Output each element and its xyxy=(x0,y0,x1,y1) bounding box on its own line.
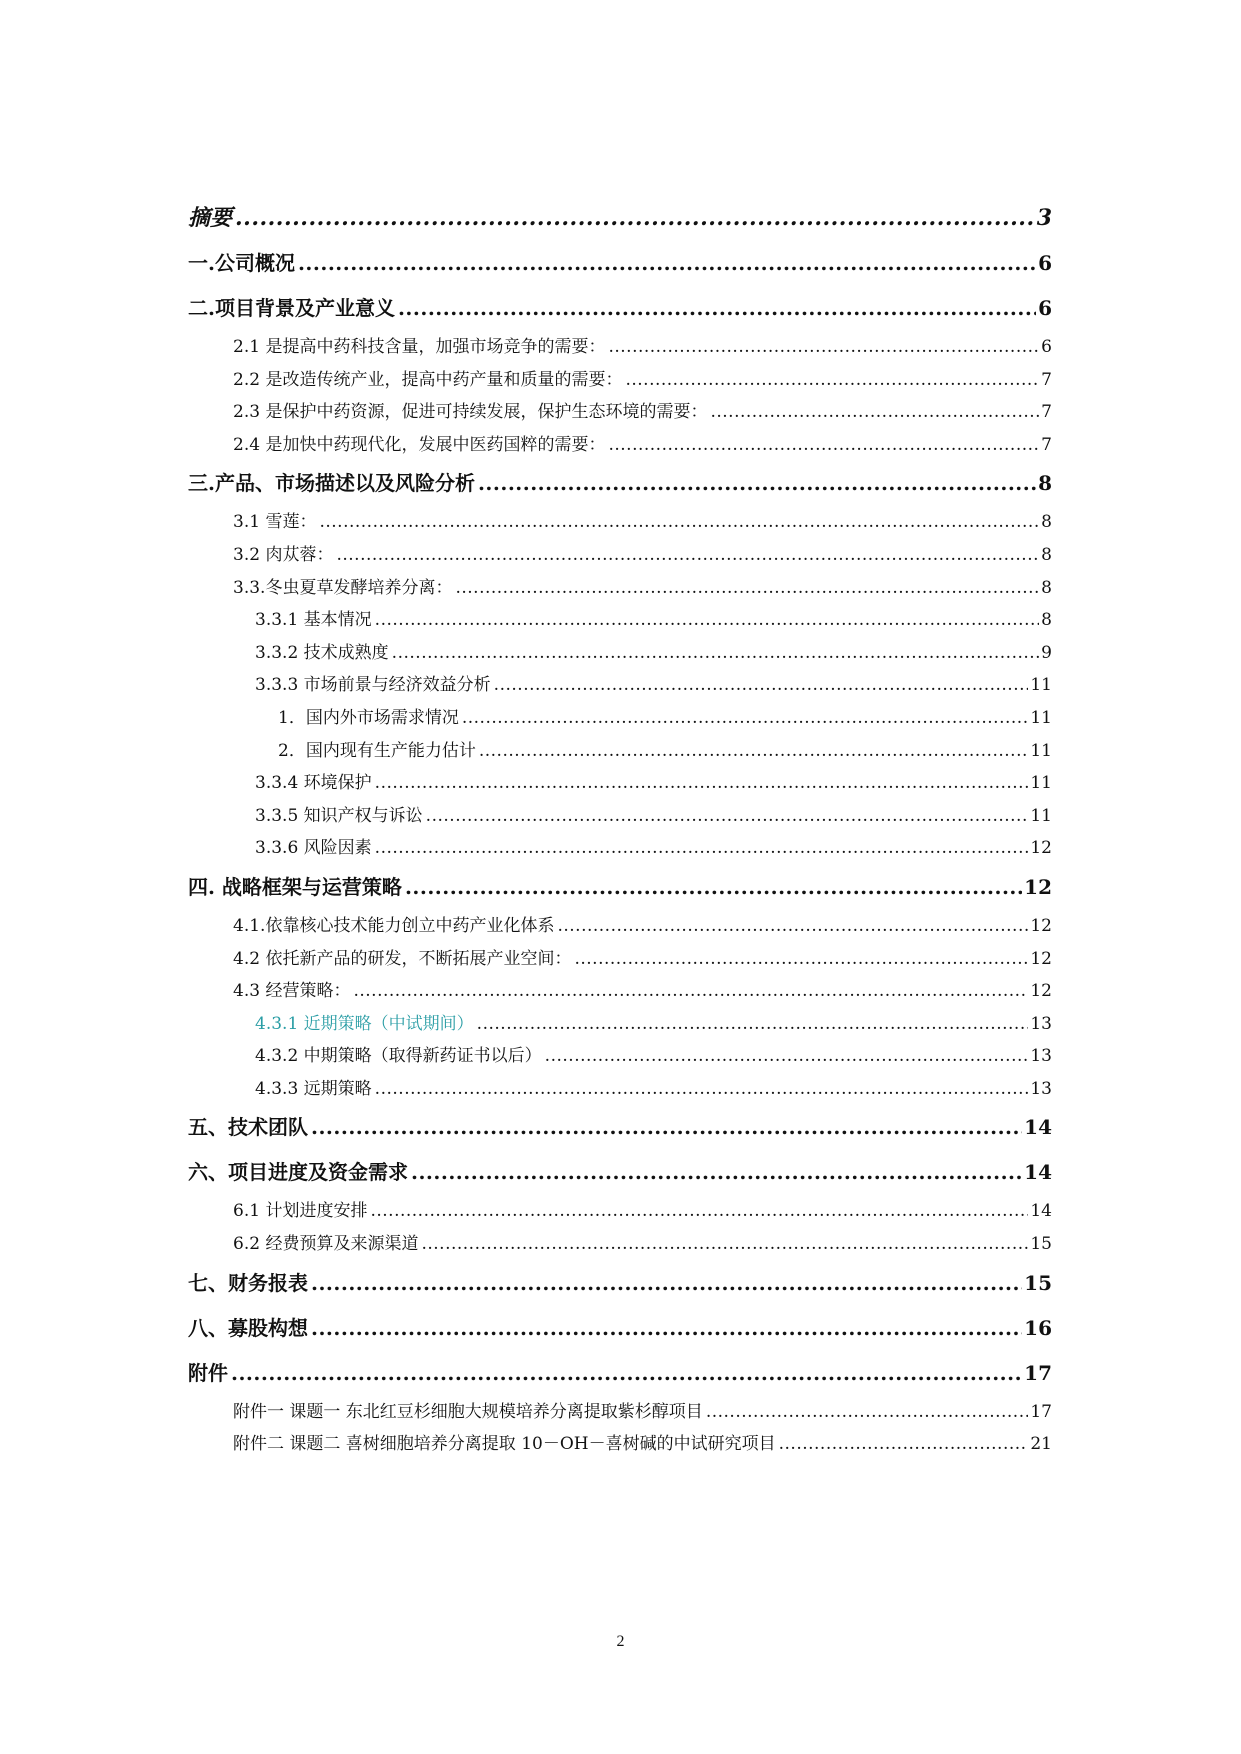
toc-dot-leader xyxy=(405,865,1022,910)
toc-entry[interactable] xyxy=(188,396,1052,429)
toc-dot-leader xyxy=(706,1396,1029,1429)
toc-entry-page: 8 xyxy=(1038,471,1052,496)
toc-entry-title: 4.3 经营策略： xyxy=(233,981,351,1002)
toc-dot-leader xyxy=(545,1040,1029,1073)
toc-entry-title: 3.3.6 风险因素 xyxy=(255,838,372,859)
toc-entry-page: 13 xyxy=(1030,1078,1052,1099)
toc-entry[interactable] xyxy=(188,669,1052,702)
toc-entry-title: 4.2 依托新产品的研发，不断拓展产业空间： xyxy=(233,948,572,969)
toc-entry[interactable] xyxy=(188,767,1052,800)
toc-entry-page: 12 xyxy=(1030,981,1052,1002)
toc-entry-page: 12 xyxy=(1030,948,1052,969)
toc-dot-leader xyxy=(625,364,1039,397)
toc-dot-leader xyxy=(779,1428,1029,1461)
toc-entry-page: 13 xyxy=(1030,1013,1052,1034)
toc-entry[interactable] xyxy=(188,1228,1052,1261)
toc-entry-page: 7 xyxy=(1041,434,1052,455)
toc-entry-page: 12 xyxy=(1024,874,1052,899)
toc-entry-title: 4.1.依靠核心技术能力创立中药产业化体系 xyxy=(233,915,555,936)
toc-entry-title: 八、募股构想 xyxy=(188,1315,308,1340)
toc-entry-page: 8 xyxy=(1041,544,1052,565)
toc-entry-page: 11 xyxy=(1030,740,1052,761)
toc-entry-title: 6.1 计划进度安排 xyxy=(233,1201,368,1222)
toc-dot-leader xyxy=(392,637,1040,670)
toc-entry-title: 二.项目背景及产业意义 xyxy=(188,296,395,320)
toc-dot-leader xyxy=(398,286,1036,331)
toc-entry[interactable] xyxy=(188,241,1052,286)
toc-entry-title: 摘要 xyxy=(188,205,233,231)
toc-entry[interactable] xyxy=(188,1351,1052,1396)
toc-entry-page: 7 xyxy=(1041,369,1052,390)
toc-dot-leader xyxy=(311,1306,1022,1351)
toc-dot-leader xyxy=(375,604,1040,637)
toc-entry[interactable] xyxy=(188,637,1052,670)
toc-entry-title: 六、项目进度及资金需求 xyxy=(188,1160,408,1185)
toc-entry[interactable] xyxy=(188,429,1052,462)
toc-dot-leader xyxy=(298,241,1036,286)
toc-dot-leader xyxy=(455,572,1039,605)
toc-dot-leader xyxy=(375,1073,1029,1106)
toc-entry-page: 14 xyxy=(1024,1160,1052,1185)
toc-entry-title: 2.2 是改造传统产业，提高中药产量和质量的需要： xyxy=(233,369,623,390)
toc-entry-title: 3.3.2 技术成熟度 xyxy=(255,642,389,663)
toc-entry[interactable] xyxy=(188,1040,1052,1073)
toc-entry-page: 8 xyxy=(1041,610,1052,631)
toc-entry-page: 9 xyxy=(1041,642,1052,663)
toc-dot-leader xyxy=(462,702,1029,735)
toc-dot-leader xyxy=(421,1228,1028,1261)
toc-entry-title: 附件二 课题二 喜树细胞培养分离提取 10－OH－喜树碱的中试研究项目 xyxy=(233,1434,776,1455)
toc-dot-leader xyxy=(235,196,1035,241)
toc-entry-page: 6 xyxy=(1038,296,1052,320)
toc-entry-title: 4.3.2 中期策略（取得新药证书以后） xyxy=(255,1046,542,1067)
toc-entry[interactable] xyxy=(188,364,1052,397)
toc-entry-page: 12 xyxy=(1030,838,1052,859)
toc-entry-title: 2．国内现有生产能力估计 xyxy=(278,740,476,761)
toc-entry[interactable] xyxy=(188,832,1052,865)
toc-entry-title: 2.3 是保护中药资源，促进可持续发展，保护生态环境的需要： xyxy=(233,402,708,423)
toc-entry-page: 11 xyxy=(1030,805,1052,826)
toc-dot-leader xyxy=(231,1351,1022,1396)
toc-entry-title: 4.3.3 远期策略 xyxy=(255,1078,372,1099)
toc-dot-leader xyxy=(336,539,1039,572)
toc-dot-leader xyxy=(353,975,1028,1008)
toc-entry-title: 一.公司概况 xyxy=(188,251,295,275)
toc-dot-leader xyxy=(608,331,1039,364)
toc-entry-page: 14 xyxy=(1030,1201,1052,1222)
toc-entry[interactable] xyxy=(188,1195,1052,1228)
toc-dot-leader xyxy=(557,910,1028,943)
toc-entry-title: 四. 战略框架与运营策略 xyxy=(188,874,402,899)
page-number: 2 xyxy=(616,1633,625,1650)
toc-entry[interactable] xyxy=(188,1261,1052,1306)
toc-entry-title: 五、技术团队 xyxy=(188,1115,308,1140)
toc-dot-leader xyxy=(319,506,1039,539)
toc-entry-page: 16 xyxy=(1024,1315,1052,1340)
toc-entry[interactable] xyxy=(188,506,1052,539)
toc-dot-leader xyxy=(411,1150,1022,1195)
toc-dot-leader xyxy=(375,832,1029,865)
toc-entry[interactable] xyxy=(188,572,1052,605)
toc-entry-page: 15 xyxy=(1024,1270,1052,1295)
toc-entry[interactable] xyxy=(188,702,1052,735)
toc-entry[interactable] xyxy=(188,604,1052,637)
toc-entry[interactable] xyxy=(188,735,1052,768)
toc-entry[interactable] xyxy=(188,865,1052,910)
toc-entry-page: 17 xyxy=(1030,1401,1052,1422)
toc-entry-title: 6.2 经费预算及来源渠道 xyxy=(233,1234,419,1255)
toc-entry-title: 3.1 雪莲： xyxy=(233,512,317,533)
toc-entry-title: 3.2 肉苁蓉： xyxy=(233,544,334,565)
toc-dot-leader xyxy=(370,1195,1028,1228)
toc-entry[interactable] xyxy=(188,1008,1052,1041)
toc-dot-leader xyxy=(574,943,1028,976)
toc-entry-title: 附件 xyxy=(188,1360,228,1385)
toc-entry-page: 8 xyxy=(1041,512,1052,533)
toc-entry-title: 2.4 是加快中药现代化，发展中医药国粹的需要： xyxy=(233,434,606,455)
toc-entry-page: 6 xyxy=(1041,337,1052,357)
toc-entry-title: 3.3.4 环境保护 xyxy=(255,773,372,794)
toc-dot-leader xyxy=(608,429,1039,462)
toc-entry-page: 15 xyxy=(1030,1234,1052,1255)
toc-entry-page: 11 xyxy=(1030,773,1052,794)
toc-dot-leader xyxy=(494,669,1029,702)
toc-entry[interactable] xyxy=(188,1073,1052,1106)
toc-entry[interactable] xyxy=(188,461,1052,506)
toc-entry-page: 7 xyxy=(1041,402,1052,423)
toc-entry-page: 11 xyxy=(1030,675,1052,696)
toc-dot-leader xyxy=(311,1261,1022,1306)
toc-dot-leader xyxy=(710,396,1039,429)
toc-entry[interactable] xyxy=(188,975,1052,1008)
toc-dot-leader xyxy=(311,1105,1022,1150)
toc-entry-title: 3.3.3 市场前景与经济效益分析 xyxy=(255,675,491,696)
toc-entry-page: 3 xyxy=(1036,205,1052,231)
toc-entry[interactable] xyxy=(188,1105,1052,1150)
toc-dot-leader xyxy=(479,735,1029,768)
table-of-contents xyxy=(188,196,1052,1461)
toc-entry-page: 13 xyxy=(1030,1046,1052,1067)
toc-dot-leader xyxy=(477,1008,1029,1041)
toc-entry[interactable] xyxy=(188,331,1052,364)
toc-entry-page: 8 xyxy=(1041,577,1052,598)
toc-entry-page: 14 xyxy=(1024,1115,1052,1140)
toc-dot-leader xyxy=(426,800,1029,833)
toc-entry-page: 12 xyxy=(1030,915,1052,936)
toc-entry[interactable] xyxy=(188,1150,1052,1195)
toc-entry-title: 三.产品、市场描述以及风险分析 xyxy=(188,471,475,496)
toc-entry-title: 1．国内外市场需求情况 xyxy=(278,707,459,728)
toc-entry[interactable] xyxy=(188,943,1052,976)
toc-dot-leader xyxy=(375,767,1029,800)
toc-entry-title: 附件一 课题一 东北红豆杉细胞大规模培养分离提取紫杉醇项目 xyxy=(233,1401,703,1422)
toc-entry[interactable] xyxy=(188,1396,1052,1429)
toc-entry[interactable] xyxy=(188,196,1052,241)
toc-dot-leader xyxy=(478,461,1036,506)
toc-entry-page: 11 xyxy=(1030,707,1052,728)
toc-entry-title: 3.3.1 基本情况 xyxy=(255,610,372,631)
toc-entry-title: 3.3.5 知识产权与诉讼 xyxy=(255,805,423,826)
toc-entry[interactable] xyxy=(188,800,1052,833)
toc-entry[interactable] xyxy=(188,910,1052,943)
toc-entry-page: 17 xyxy=(1024,1360,1052,1385)
toc-entry[interactable] xyxy=(188,539,1052,572)
toc-entry-title: 七、财务报表 xyxy=(188,1270,308,1295)
toc-entry[interactable] xyxy=(188,286,1052,331)
toc-entry-title: 3.3.冬虫夏草发酵培养分离： xyxy=(233,577,453,598)
toc-entry-title: 2.1 是提高中药科技含量，加强市场竞争的需要： xyxy=(233,337,606,357)
toc-entry[interactable] xyxy=(188,1306,1052,1351)
toc-entry-page: 6 xyxy=(1038,251,1052,275)
toc-entry[interactable] xyxy=(188,1428,1052,1461)
toc-entry-title: 4.3.1 近期策略（中试期间） xyxy=(255,1013,474,1034)
toc-entry-page: 21 xyxy=(1030,1434,1052,1455)
